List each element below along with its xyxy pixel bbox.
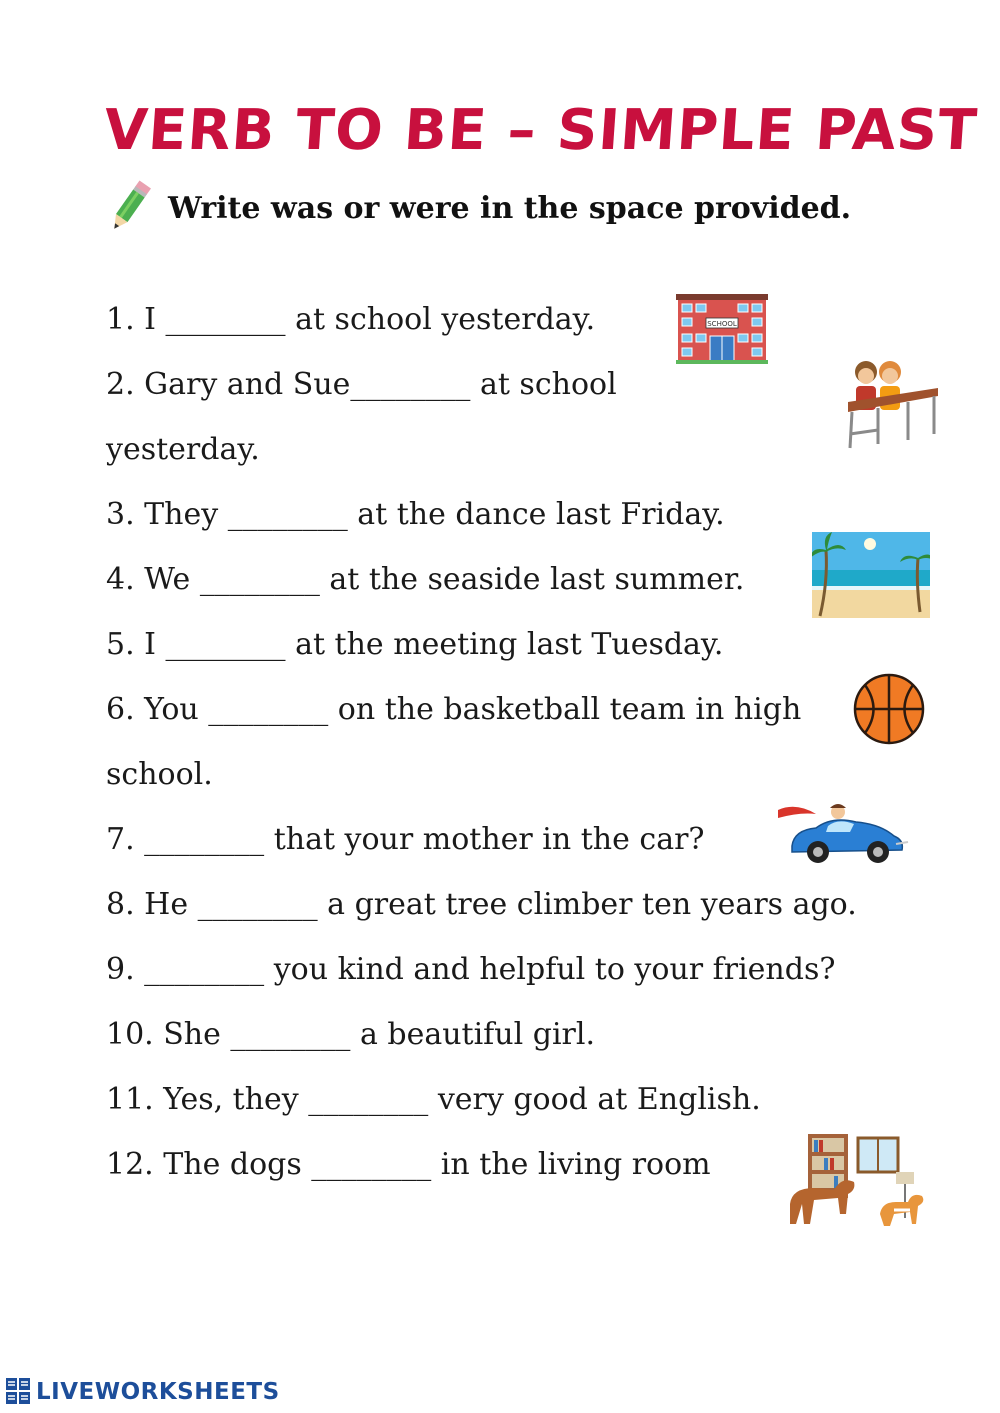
exercise-line: 11. Yes, they ________ very good at English.	[106, 1082, 761, 1117]
exercise-line: 1. I ________ at school yesterday.	[106, 302, 596, 337]
exercise-line: 8. He ________ a great tree climber ten years ago.	[106, 887, 857, 922]
exercise-line: 6. You ________ on the basketball team in high	[106, 692, 802, 727]
car-image	[776, 800, 910, 868]
exercise-line: 2. Gary and Sue________ at school	[106, 367, 617, 402]
footer-brand	[6, 1378, 280, 1406]
exercise-line: yesterday.	[106, 432, 260, 467]
exercise-line: 7. ________ that your mother in the car?	[106, 822, 705, 857]
exercise-line: 9. ________ you kind and helpful to your friends?	[106, 952, 836, 987]
school-building-image	[676, 292, 768, 364]
exercise-line: 5. I ________ at the meeting last Tuesday.	[106, 627, 724, 662]
liveworksheets-logo-icon	[6, 1378, 32, 1406]
school-sign: SCHOOL	[707, 320, 737, 328]
pencil-icon	[104, 178, 156, 238]
worksheet-title: VERB TO BE – SIMPLE PAST	[101, 98, 980, 163]
kids-at-desk-image	[838, 358, 942, 450]
instruction-text: Write was or were in the space provided.	[168, 190, 852, 226]
exercise-line: 3. They ________ at the dance last Friday.	[106, 497, 725, 532]
exercise-line: 12. The dogs ________ in the living room	[106, 1147, 711, 1182]
instruction-row	[104, 176, 851, 240]
basketball-image	[852, 672, 926, 746]
exercise-line: school.	[106, 757, 213, 792]
footer-text: LIVEWORKSHEETS	[36, 1379, 280, 1405]
exercise-line: 4. We ________ at the seaside last summer.	[106, 562, 745, 597]
dogs-living-room-image	[784, 1132, 932, 1232]
exercise-line: 10. She ________ a beautiful girl.	[106, 1017, 596, 1052]
beach-image	[812, 532, 930, 618]
